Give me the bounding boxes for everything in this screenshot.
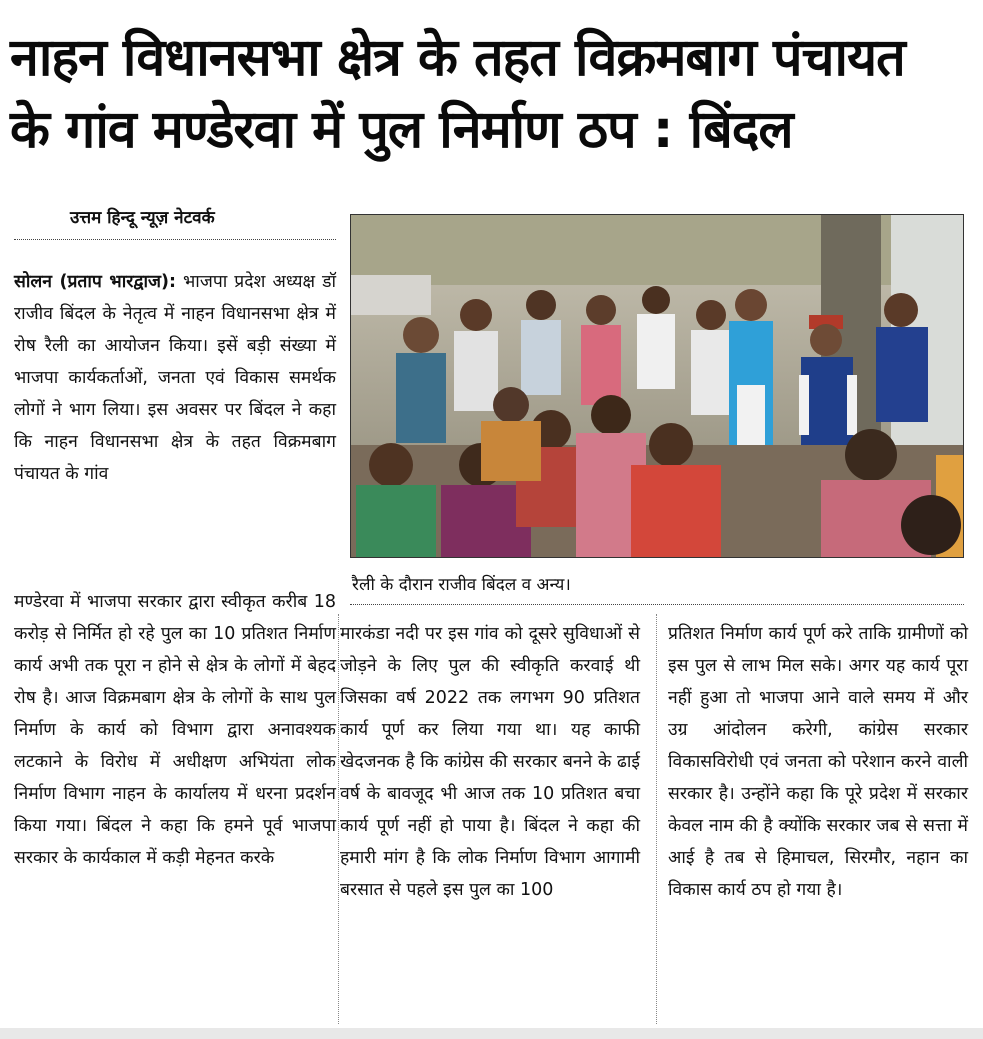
- byline: उत्तम हिन्दू न्यूज़ नेटवर्क: [70, 208, 215, 228]
- news-photo: [350, 214, 964, 558]
- page-bottom-edge: [0, 1028, 983, 1039]
- caption-divider: [350, 604, 964, 605]
- column-divider-1: [338, 614, 339, 1024]
- headline: [10, 22, 975, 166]
- article-column-3: [668, 618, 968, 906]
- article-column-2: [340, 618, 640, 906]
- article-text-part-1: भाजपा प्रदेश अध्यक्ष डॉ राजीव बिंदल के नेतृत्व में नाहन विधानसभा क्षेत्र में रोष रैली का आयोजन किया। इसें बड़ी संख्या में भाजपा कार्यकर्ताओं, जनता एवं विकास समर्थक लोगों ने भाग लिया। इस अवसर पर बिंदल ने कहा कि नाहन विधानसभा क्षेत्र के तहत विक्रमबाग पंचायत के गांव: [14, 272, 336, 484]
- byline-divider: [14, 239, 336, 240]
- article-column-1-bottom: [14, 586, 336, 874]
- photo-caption: रैली के दौरान राजीव बिंदल व अन्य।: [352, 575, 571, 595]
- article-text-part-2: मण्डेरवा में भाजपा सरकार द्वारा स्वीकृत करीब 18 करोड़ से निर्मित हो रहे पुल का 10 प्रतिशत निर्माण कार्य अभी तक पूरा न होने से क्षेत्र के लोगों में बेहद रोष है। आज विक्रमबाग क्षेत्र के लोगों के साथ पुल निर्माण के कार्य को विभाग द्वारा अनावश्यक लटकाने के विरोध में अधीक्षण अभियंता लोक निर्माण विभाग नाहन के कार्यालय में धरना प्रदर्शन किया गया। बिंदल ने कहा कि हमने पूर्व भाजपा सरकार के कार्यकाल में कड़ी मेहनत करके: [14, 592, 336, 868]
- headline-line-1: नाहन विधानसभा क्षेत्र के तहत विक्रमबाग पंचायत: [10, 28, 905, 88]
- headline-line-2: के गांव मण्डेरवा में पुल निर्माण ठप : बिंदल: [10, 100, 793, 160]
- article-column-1-top: [14, 266, 336, 490]
- article-text-part-3: मारकंडा नदी पर इस गांव को दूसरे सुविधाओं से जोड़ने के लिए पुल की स्वीकृति करवाई थी जिसका वर्ष 2022 तक लगभग 90 प्रतिशत कार्य पूर्ण कर लिया गया था। यह काफी खेदजनक है कि कांग्रेस की सरकार बनने के ढाई वर्ष के बावजूद भी आज तक 10 प्रतिशत बचा कार्य पूर्ण नहीं हो पाया है। बिंदल ने कहा की हमारी मांग है कि लोक निर्माण विभाग आगामी बरसात से पहले इस पुल का 100: [340, 624, 640, 900]
- article-text-part-4: प्रतिशत निर्माण कार्य पूर्ण करे ताकि ग्रामीणों को इस पुल से लाभ मिल सके। अगर यह कार्य पूरा नहीं हुआ तो भाजपा आने वाले समय में और उग्र आंदोलन करेगी, कांग्रेस सरकार विकासविरोधी एवं जनता को परेशान करने वाली सरकार है। उन्होंने कहा कि पूरे प्रदेश में सरकार केवल नाम की है क्योंकि सरकार जब से सत्ता में आई है तब से हिमाचल, सिरमौर, नहान का विकास कार्य ठप हो गया है।: [668, 624, 968, 900]
- crowd-photo-illustration: [351, 215, 963, 557]
- column-divider-2: [656, 614, 657, 1024]
- article-dateline: सोलन (प्रताप भारद्वाज):: [14, 272, 176, 292]
